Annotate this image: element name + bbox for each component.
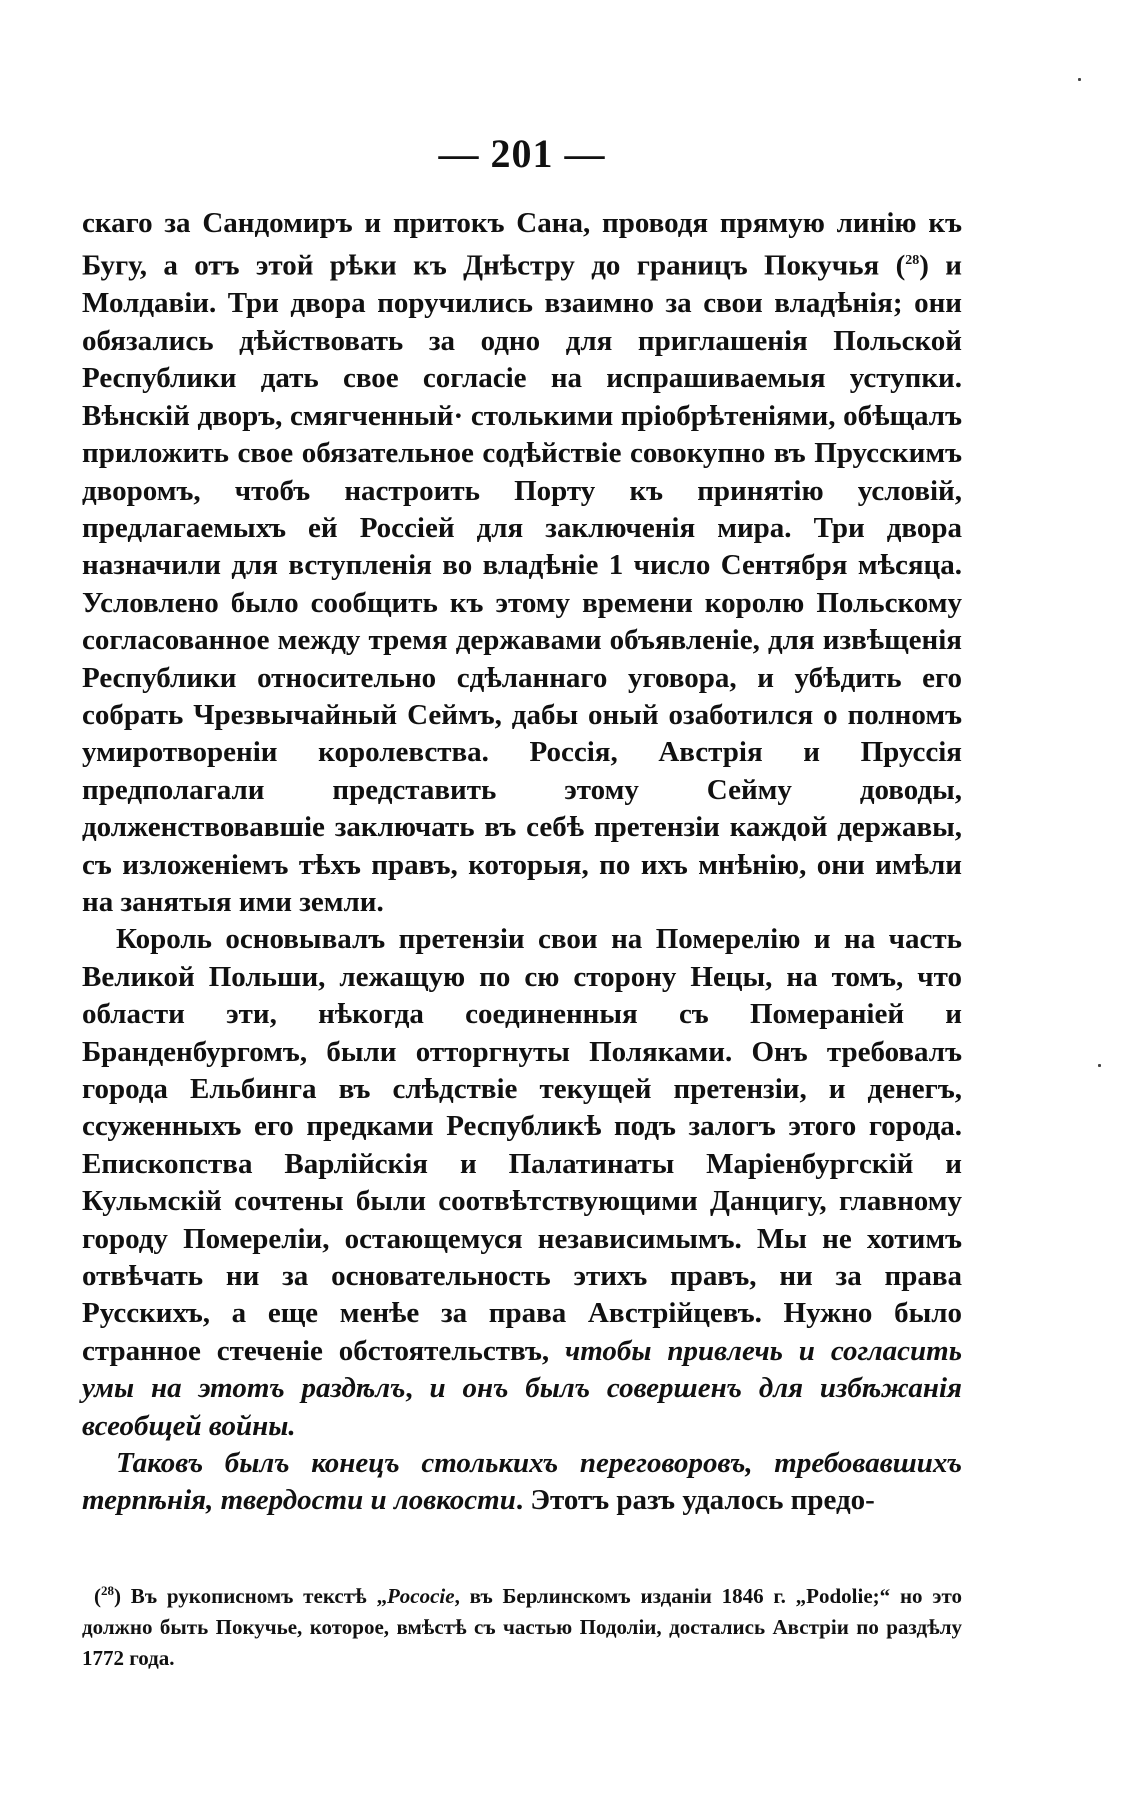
italic-run: чтобы привлечь и согласить умы на этотъ раздѣлъ (82, 1334, 962, 1405)
footnote-marker: 28 (101, 1583, 114, 1598)
text-run: ( (94, 1584, 101, 1608)
body-text (82, 205, 962, 1520)
margin-speck-top (1078, 78, 1081, 81)
text-run: ) Въ рукописномъ текстѣ „ (114, 1584, 387, 1608)
italic-run: и онъ былъ совершенъ для избѣжанія всеобщей войны. (82, 1372, 963, 1442)
page-number: — 201 — (438, 131, 606, 176)
footnote (82, 1575, 962, 1674)
italic-run: Pococie (386, 1584, 455, 1608)
text-run: скаго за Сандомиръ и притокъ Сана, проводя прямую линію къ Бугу, а отъ этой рѣки къ Днѣстру до границъ Покучья ( (82, 207, 962, 283)
paragraph (82, 1445, 962, 1520)
footnote-marker: 28 (905, 253, 920, 269)
margin-speck-right (1098, 1064, 1101, 1067)
paragraph (82, 205, 962, 921)
text-run: , въ Берлинскомъ изданіи 1846 г. „Podolie;“ но это должно быть Покучье, которое, вмѣстѣ съ частью Подоліи, достались Австріи по раздѣлу 1772 года. (82, 1584, 962, 1670)
text-run: . Этотъ разъ удалось предо- (515, 1484, 875, 1517)
text-run: ) и Молдавіи. Три двора поручились взаимно за свои владѣнія; они обязались дѣйствовать за одно для приглашенія Польской Республики дать свое согласіе на испрашиваемыя уступки. Вѣнскій дворъ, смягченный· столькими пріобрѣтеніями, обѣщалъ приложить свое обязательное содѣйствіе совокупно въ Прусскимъ дворомъ, чтобъ настроить Порту къ принятію условій, предлагаемыхъ ей Россіей для заключенія мира. Три двора назначили для вступленія во владѣніе 1 число Сентября мѣсяца. Условлено было сообщить къ этому времени королю Польскому согласованное между тремя державами объявленіе, для извѣщенія Республики относительно сдѣланнаго уговора, и убѣдить его собрать Чрезвычайный Сеймъ, дабы оный озаботился о полномъ умиротвореніи королевства. Россія, Австрія и Пруссія предполагали представить этому Сейму доводы, долженствовавшіе заключать въ себѣ претензіи каждой державы, съ изложеніемъ тѣхъ правъ, которыя, по ихъ мнѣнію, они имѣли на занятыя ими земли. (82, 250, 962, 918)
italic-run: Таковъ былъ конецъ столькихъ переговоровъ, требовавшихъ терпѣнія, твердости и ловкости (82, 1447, 962, 1517)
text-run: , (405, 1372, 430, 1405)
text-run: Король основывалъ претензіи свои на Померелію и на часть Великой Польши, лежащую по сю сторону Нецы, на томъ, что области эти, нѣкогда соединенныя съ Помераніей и Бранденбургомъ, были отторгнуты Поляками. Онъ требовалъ города Ельбинга въ слѣдствіе текущей претензіи, и денегъ, ссуженныхъ его предками Республикѣ подъ залогъ этого города. Епископства Варлійскія и Палатинаты Маріенбургскій и Кульмскій сочтены были соотвѣтствующими Данцигу, главному городу Помереліи, остающемуся независимымъ. Мы не хотимъ отвѣчать ни за основательность этихъ правъ, ни за права Русскихъ, а еще менѣе за права Австрійцевъ. Нужно было странное стеченіе обстоятельствъ, (82, 923, 962, 1367)
footnotes (82, 1575, 962, 1674)
paragraph (82, 921, 962, 1445)
